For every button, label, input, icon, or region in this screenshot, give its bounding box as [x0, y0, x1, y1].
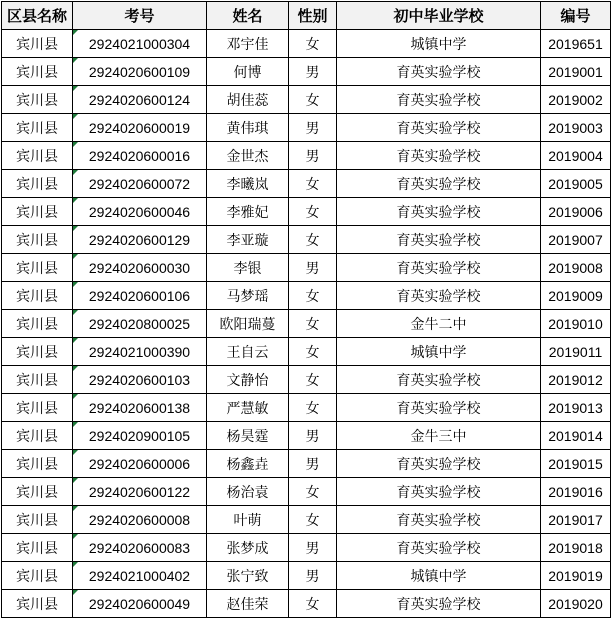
- table-row: [2, 226, 611, 254]
- exam-number-text: 2924020900105: [88, 427, 191, 444]
- cell-gender[interactable]: 女: [289, 30, 337, 58]
- text-number-indicator-icon: [73, 506, 78, 511]
- table-row: [2, 310, 611, 338]
- cell-school[interactable]: 城镇中学: [337, 562, 541, 590]
- cell-school[interactable]: 育英实验学校: [337, 226, 541, 254]
- cell-name[interactable]: 黄伟琪: [207, 114, 289, 142]
- cell-district[interactable]: 宾川县: [2, 394, 73, 422]
- header-district[interactable]: 区县名称: [2, 2, 73, 30]
- cell-code[interactable]: 2019012: [541, 366, 611, 394]
- exam-number-text: 2924020600016: [88, 147, 191, 164]
- cell-district[interactable]: 宾川县: [2, 170, 73, 198]
- cell-gender[interactable]: 女: [289, 310, 337, 338]
- cell-exam-number[interactable]: [73, 534, 207, 562]
- cell-name[interactable]: 李银: [207, 254, 289, 282]
- exam-number-text: 2924020600019: [88, 119, 191, 136]
- cell-school[interactable]: 育英实验学校: [337, 142, 541, 170]
- cell-code[interactable]: 2019014: [541, 422, 611, 450]
- cell-exam-number[interactable]: [73, 450, 207, 478]
- cell-code[interactable]: 2019006: [541, 198, 611, 226]
- header-school[interactable]: 初中毕业学校: [337, 2, 541, 30]
- cell-district[interactable]: 宾川县: [2, 590, 73, 618]
- cell-gender[interactable]: 男: [289, 450, 337, 478]
- table-row: [2, 198, 611, 226]
- cell-school[interactable]: 育英实验学校: [337, 394, 541, 422]
- exam-number-text: 2924020600030: [88, 259, 191, 276]
- cell-exam-number[interactable]: [73, 310, 207, 338]
- cell-school[interactable]: 育英实验学校: [337, 86, 541, 114]
- cell-name[interactable]: 李曦岚: [207, 170, 289, 198]
- exam-number-text: 2924021000402: [88, 567, 191, 584]
- cell-gender[interactable]: 女: [289, 478, 337, 506]
- cell-code[interactable]: 2019010: [541, 310, 611, 338]
- cell-school[interactable]: 育英实验学校: [337, 366, 541, 394]
- table-row: [2, 534, 611, 562]
- exam-number-text: 2924020600046: [88, 203, 191, 220]
- cell-school[interactable]: 育英实验学校: [337, 254, 541, 282]
- cell-gender[interactable]: 女: [289, 282, 337, 310]
- cell-code[interactable]: 2019002: [541, 86, 611, 114]
- cell-name[interactable]: 赵佳荣: [207, 590, 289, 618]
- cell-exam-number[interactable]: [73, 282, 207, 310]
- cell-gender[interactable]: 男: [289, 114, 337, 142]
- exam-number-text: 2924020600124: [88, 91, 191, 108]
- table-row: [2, 366, 611, 394]
- exam-number-text: 2924020600138: [88, 399, 191, 416]
- cell-code[interactable]: 2019017: [541, 506, 611, 534]
- cell-district[interactable]: 宾川县: [2, 534, 73, 562]
- cell-gender[interactable]: 女: [289, 506, 337, 534]
- table-row: [2, 58, 611, 86]
- header-row: [2, 2, 611, 30]
- cell-school[interactable]: 育英实验学校: [337, 478, 541, 506]
- cell-school[interactable]: 育英实验学校: [337, 506, 541, 534]
- cell-code[interactable]: 2019020: [541, 590, 611, 618]
- cell-school[interactable]: 育英实验学校: [337, 450, 541, 478]
- table-row: [2, 86, 611, 114]
- text-number-indicator-icon: [73, 338, 78, 343]
- cell-code[interactable]: 2019013: [541, 394, 611, 422]
- cell-district[interactable]: 宾川县: [2, 562, 73, 590]
- text-number-indicator-icon: [73, 254, 78, 259]
- cell-name[interactable]: 杨治袁: [207, 478, 289, 506]
- cell-school[interactable]: 金牛二中: [337, 310, 541, 338]
- table-row: [2, 478, 611, 506]
- cell-school[interactable]: 城镇中学: [337, 338, 541, 366]
- cell-name[interactable]: 何博: [207, 58, 289, 86]
- cell-gender[interactable]: 男: [289, 534, 337, 562]
- exam-number-text: 2924020600083: [88, 539, 191, 556]
- cell-code[interactable]: 2019004: [541, 142, 611, 170]
- text-number-indicator-icon: [73, 310, 78, 315]
- text-number-indicator-icon: [73, 450, 78, 455]
- cell-name[interactable]: 李亚璇: [207, 226, 289, 254]
- cell-exam-number[interactable]: [73, 422, 207, 450]
- cell-district[interactable]: 宾川县: [2, 310, 73, 338]
- cell-name[interactable]: 邓宇佳: [207, 30, 289, 58]
- text-number-indicator-icon: [73, 142, 78, 147]
- cell-exam-number[interactable]: [73, 254, 207, 282]
- cell-gender[interactable]: 男: [289, 254, 337, 282]
- cell-code[interactable]: 2019011: [541, 338, 611, 366]
- cell-name[interactable]: 严慧敏: [207, 394, 289, 422]
- exam-number-text: 2924020600008: [88, 511, 191, 528]
- cell-name[interactable]: 杨鑫垚: [207, 450, 289, 478]
- table-row: [2, 450, 611, 478]
- cell-district[interactable]: 宾川县: [2, 422, 73, 450]
- header-exam-number[interactable]: 考号: [73, 2, 207, 30]
- text-number-indicator-icon: [73, 478, 78, 483]
- table-row: [2, 394, 611, 422]
- text-number-indicator-icon: [73, 590, 78, 595]
- cell-district[interactable]: 宾川县: [2, 282, 73, 310]
- cell-district[interactable]: 宾川县: [2, 198, 73, 226]
- cell-code[interactable]: 2019007: [541, 226, 611, 254]
- table-row: [2, 282, 611, 310]
- cell-name[interactable]: 李雅妃: [207, 198, 289, 226]
- cell-name[interactable]: 文静怡: [207, 366, 289, 394]
- header-name[interactable]: 姓名: [207, 2, 289, 30]
- cell-code[interactable]: 2019009: [541, 282, 611, 310]
- cell-code[interactable]: 2019015: [541, 450, 611, 478]
- cell-exam-number[interactable]: [73, 590, 207, 618]
- cell-code[interactable]: 2019003: [541, 114, 611, 142]
- cell-exam-number[interactable]: [73, 506, 207, 534]
- cell-gender[interactable]: 女: [289, 86, 337, 114]
- cell-district[interactable]: 宾川县: [2, 506, 73, 534]
- exam-number-text: 2924020600103: [88, 371, 191, 388]
- exam-number-text: 2924020600106: [88, 287, 191, 304]
- cell-name[interactable]: 马梦瑶: [207, 282, 289, 310]
- cell-district[interactable]: 宾川县: [2, 114, 73, 142]
- table-row: [2, 590, 611, 618]
- cell-exam-number[interactable]: [73, 142, 207, 170]
- exam-number-text: 2924021000304: [88, 35, 191, 52]
- cell-code[interactable]: 2019016: [541, 478, 611, 506]
- cell-gender[interactable]: 女: [289, 198, 337, 226]
- table-row: [2, 30, 611, 58]
- cell-code[interactable]: 2019019: [541, 562, 611, 590]
- cell-name[interactable]: 金世杰: [207, 142, 289, 170]
- cell-exam-number[interactable]: [73, 366, 207, 394]
- cell-exam-number[interactable]: [73, 86, 207, 114]
- cell-school[interactable]: 育英实验学校: [337, 170, 541, 198]
- cell-exam-number[interactable]: [73, 226, 207, 254]
- table-row: [2, 142, 611, 170]
- cell-code[interactable]: 2019651: [541, 30, 611, 58]
- cell-name[interactable]: 杨昊霆: [207, 422, 289, 450]
- cell-code[interactable]: 2019018: [541, 534, 611, 562]
- cell-name[interactable]: 胡佳蕊: [207, 86, 289, 114]
- cell-school[interactable]: 育英实验学校: [337, 282, 541, 310]
- cell-district[interactable]: 宾川县: [2, 30, 73, 58]
- cell-exam-number[interactable]: [73, 562, 207, 590]
- table-row: [2, 114, 611, 142]
- cell-school[interactable]: 城镇中学: [337, 30, 541, 58]
- header-code[interactable]: 编号: [541, 2, 611, 30]
- cell-code[interactable]: 2019005: [541, 170, 611, 198]
- cell-gender[interactable]: 女: [289, 366, 337, 394]
- cell-district[interactable]: 宾川县: [2, 254, 73, 282]
- cell-gender[interactable]: 女: [289, 170, 337, 198]
- cell-gender[interactable]: 男: [289, 562, 337, 590]
- text-number-indicator-icon: [73, 198, 78, 203]
- text-number-indicator-icon: [73, 30, 78, 35]
- cell-exam-number[interactable]: [73, 58, 207, 86]
- cell-district[interactable]: 宾川县: [2, 142, 73, 170]
- cell-gender[interactable]: 男: [289, 142, 337, 170]
- text-number-indicator-icon: [73, 282, 78, 287]
- cell-district[interactable]: 宾川县: [2, 338, 73, 366]
- cell-name[interactable]: 王自云: [207, 338, 289, 366]
- cell-school[interactable]: 育英实验学校: [337, 590, 541, 618]
- exam-number-text: 2924021000390: [88, 343, 191, 360]
- cell-school[interactable]: 育英实验学校: [337, 58, 541, 86]
- cell-district[interactable]: 宾川县: [2, 478, 73, 506]
- cell-school[interactable]: 育英实验学校: [337, 198, 541, 226]
- exam-number-text: 2924020600129: [88, 231, 191, 248]
- text-number-indicator-icon: [73, 114, 78, 119]
- cell-district[interactable]: 宾川县: [2, 226, 73, 254]
- cell-name[interactable]: 叶萌: [207, 506, 289, 534]
- cell-school[interactable]: 育英实验学校: [337, 534, 541, 562]
- cell-exam-number[interactable]: [73, 30, 207, 58]
- exam-number-text: 2924020600072: [88, 175, 191, 192]
- exam-number-text: 2924020600006: [88, 455, 191, 472]
- cell-code[interactable]: 2019001: [541, 58, 611, 86]
- cell-district[interactable]: 宾川县: [2, 58, 73, 86]
- cell-gender[interactable]: 女: [289, 226, 337, 254]
- text-number-indicator-icon: [73, 394, 78, 399]
- text-number-indicator-icon: [73, 226, 78, 231]
- table-row: [2, 422, 611, 450]
- cell-exam-number[interactable]: [73, 394, 207, 422]
- cell-gender[interactable]: 女: [289, 338, 337, 366]
- exam-number-text: 2924020600049: [88, 595, 191, 612]
- exam-number-text: 2924020800025: [88, 315, 191, 332]
- cell-name[interactable]: 张宁致: [207, 562, 289, 590]
- text-number-indicator-icon: [73, 422, 78, 427]
- cell-name[interactable]: 欧阳瑞蔓: [207, 310, 289, 338]
- text-number-indicator-icon: [73, 366, 78, 371]
- text-number-indicator-icon: [73, 58, 78, 63]
- cell-exam-number[interactable]: [73, 198, 207, 226]
- text-number-indicator-icon: [73, 170, 78, 175]
- header-gender[interactable]: 性别: [289, 2, 337, 30]
- table-row: [2, 254, 611, 282]
- table-row: [2, 170, 611, 198]
- cell-exam-number[interactable]: [73, 478, 207, 506]
- text-number-indicator-icon: [73, 562, 78, 567]
- cell-district[interactable]: 宾川县: [2, 366, 73, 394]
- table-row: [2, 338, 611, 366]
- cell-exam-number[interactable]: [73, 114, 207, 142]
- cell-exam-number[interactable]: [73, 338, 207, 366]
- student-table: [1, 1, 611, 618]
- cell-name[interactable]: 张梦成: [207, 534, 289, 562]
- cell-gender[interactable]: 女: [289, 394, 337, 422]
- cell-district[interactable]: 宾川县: [2, 86, 73, 114]
- text-number-indicator-icon: [73, 86, 78, 91]
- table-row: [2, 506, 611, 534]
- cell-district[interactable]: 宾川县: [2, 450, 73, 478]
- cell-school[interactable]: 金牛三中: [337, 422, 541, 450]
- cell-school[interactable]: 育英实验学校: [337, 114, 541, 142]
- text-number-indicator-icon: [73, 534, 78, 539]
- table-row: [2, 562, 611, 590]
- cell-exam-number[interactable]: [73, 170, 207, 198]
- cell-code[interactable]: 2019008: [541, 254, 611, 282]
- exam-number-text: 2924020600122: [88, 483, 191, 500]
- exam-number-text: 2924020600109: [88, 63, 191, 80]
- cell-gender[interactable]: 男: [289, 58, 337, 86]
- cell-gender[interactable]: 男: [289, 422, 337, 450]
- cell-gender[interactable]: 女: [289, 590, 337, 618]
